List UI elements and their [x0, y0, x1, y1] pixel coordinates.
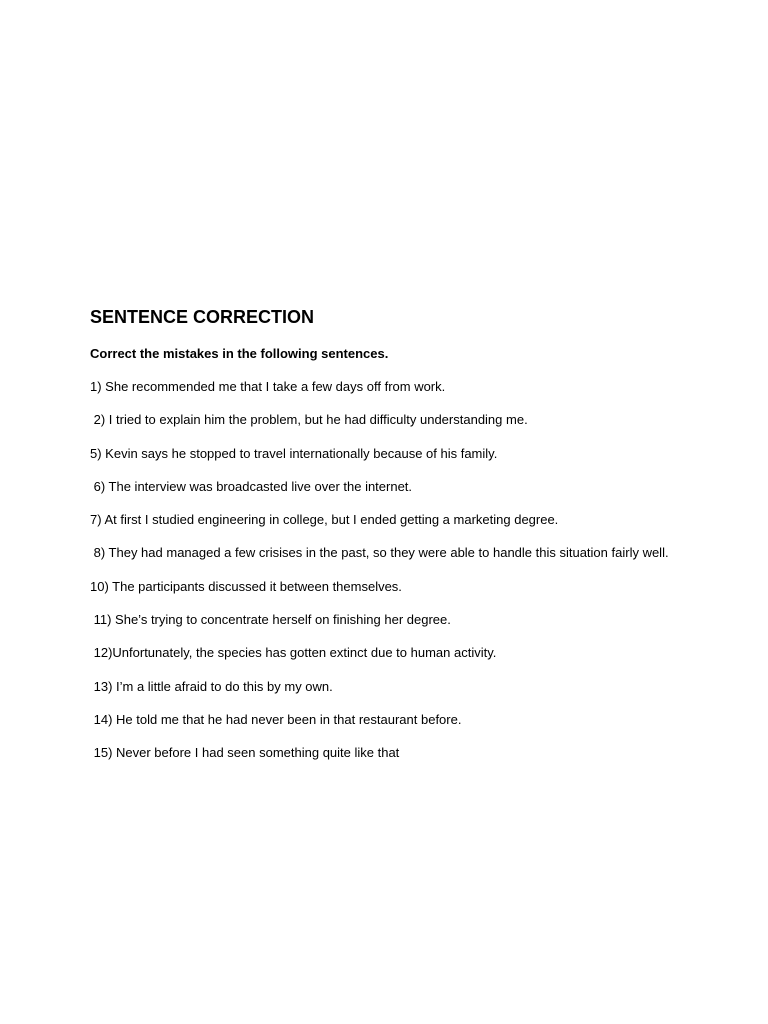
sentence-item: 1) She recommended me that I take a few days off from work. — [90, 379, 446, 394]
sentence-item: 14) He told me that he had never been in that restaurant before. — [90, 711, 462, 727]
sentence-item: 6) The interview was broadcasted live over the internet. — [90, 478, 413, 494]
sentence-item: 10) The participants discussed it between themselves. — [90, 578, 402, 594]
sentence-item: 7) At first I studied engineering in college, but I ended getting a marketing degree. — [90, 512, 559, 528]
sentence-item: 2) I tried to explain him the problem, but he had difficulty understanding me. — [90, 412, 528, 428]
sentence-item: 12)Unfortunately, the species has gotten extinct due to human activity. — [90, 645, 497, 661]
sentence-item: 11) She’s trying to concentrate herself on finishing her degree. — [90, 612, 451, 628]
sentence-list — [90, 378, 730, 762]
page-title: SENTENCE CORRECTION — [90, 307, 315, 327]
worksheet-content — [90, 305, 730, 778]
sentence-item: 8) They had managed a few crisises in the past, so they were able to handle this situation fairly well. — [90, 545, 669, 561]
sentence-item: 15) Never before I had seen something quite like that — [90, 745, 400, 761]
sentence-item: 13) I’m a little afraid to do this by my own. — [90, 678, 333, 694]
sentence-item: 5) Kevin says he stopped to travel internationally because of his family. — [90, 445, 498, 461]
instruction-text: Correct the mistakes in the following sentences. — [90, 346, 389, 361]
